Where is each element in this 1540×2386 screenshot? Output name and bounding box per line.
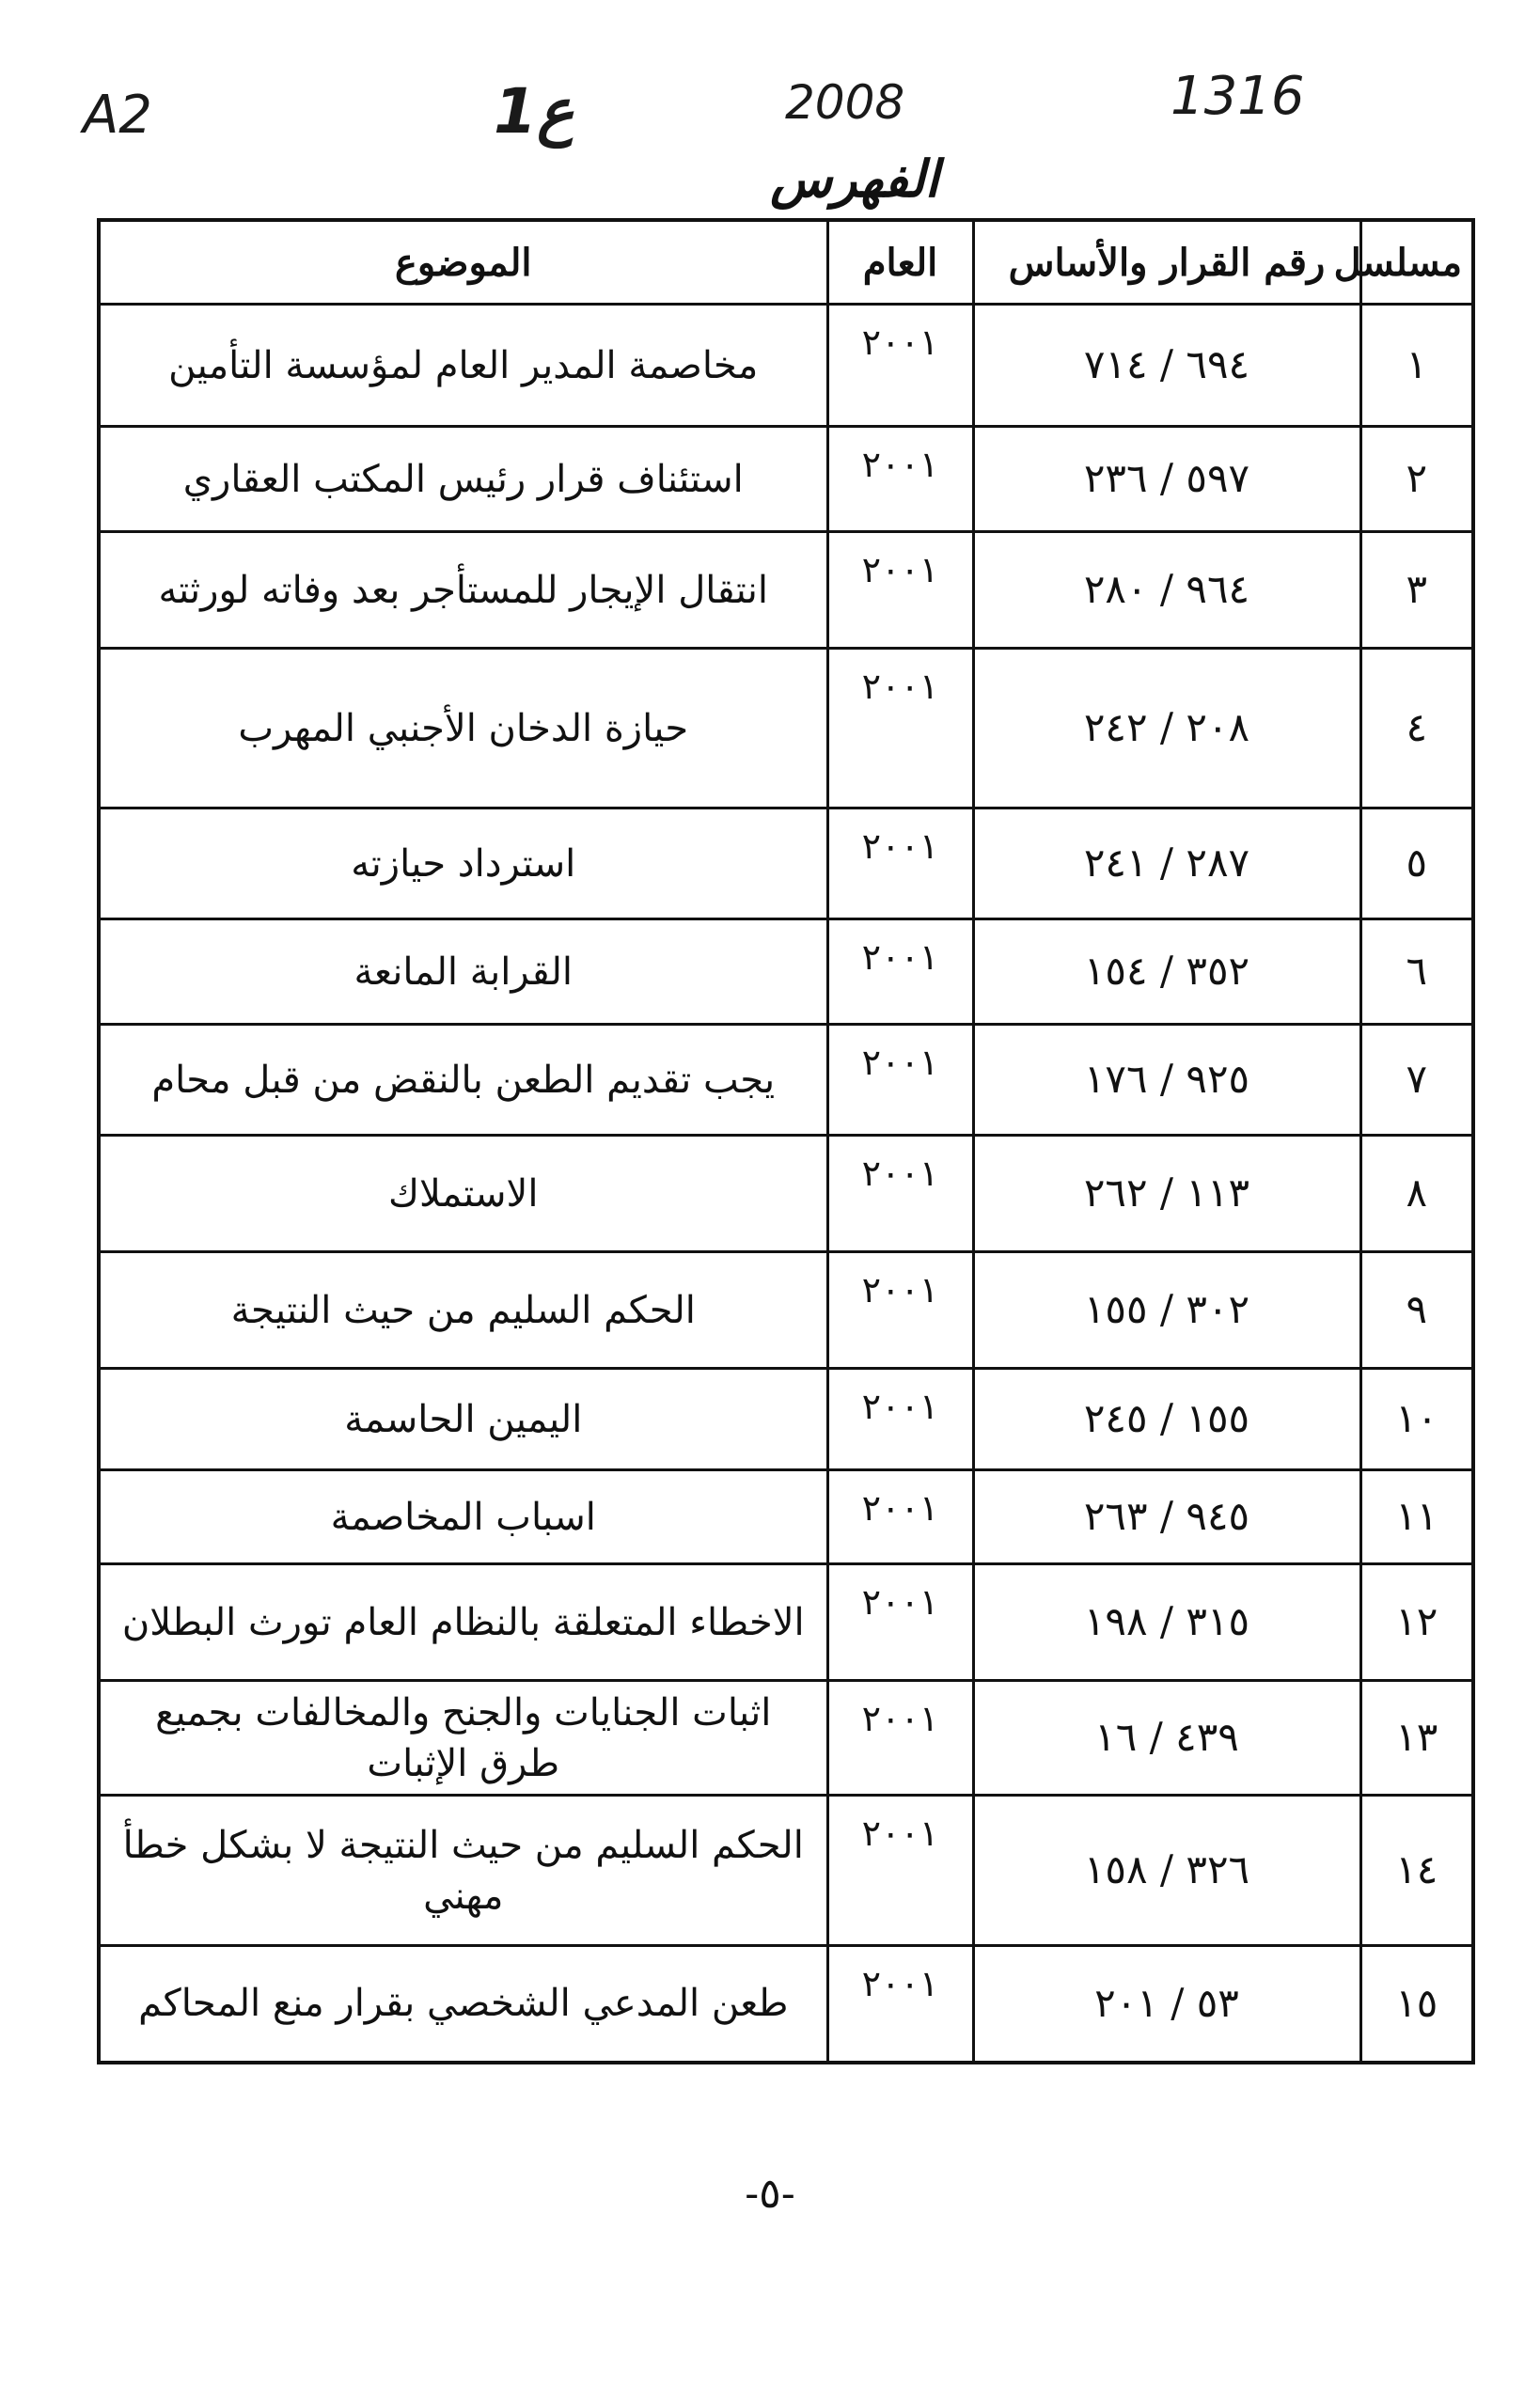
cell-serial: ١٤: [1360, 1796, 1473, 1946]
cell-year: ٢٠٠١: [827, 532, 973, 649]
handwritten-note-number: 1316: [1171, 66, 1305, 127]
header-serial: مسلسل: [1360, 220, 1473, 305]
header-subject: الموضوع: [99, 220, 827, 305]
table-row: [99, 532, 1473, 649]
table-row: [99, 427, 1473, 532]
cell-year: ٢٠٠١: [827, 919, 973, 1025]
page-title: الفهرس: [770, 149, 939, 209]
page-number: -٥-: [745, 2170, 795, 2218]
table-row: [99, 1681, 1473, 1796]
cell-serial: ٨: [1360, 1136, 1473, 1252]
cell-subject: مخاصمة المدير العام لمؤسسة التأمين: [99, 305, 827, 427]
cell-subject: يجب تقديم الطعن بالنقض من قبل محام: [99, 1025, 827, 1136]
header-year: العام: [827, 220, 973, 305]
cell-ref: ٦٩٤ / ٧١٤: [973, 305, 1360, 427]
cell-serial: ٩: [1360, 1252, 1473, 1369]
handwritten-note-volume: 1ع: [494, 75, 574, 148]
table-row: [99, 1796, 1473, 1946]
cell-subject: الاستملاك: [99, 1136, 827, 1252]
table-row: [99, 919, 1473, 1025]
cell-ref: ٩٤٥ / ٢٦٣: [973, 1470, 1360, 1564]
cell-subject: الحكم السليم من حيث النتيجة: [99, 1252, 827, 1369]
cell-serial: ١٢: [1360, 1564, 1473, 1681]
cell-ref: ٢٨٧ / ٢٤١: [973, 808, 1360, 919]
handwritten-note-a2: A2: [83, 85, 152, 146]
cell-subject: اثبات الجنايات والجنح والمخالفات بجميع طرق الإثبات: [99, 1681, 827, 1796]
header-ref: رقم القرار والأساس: [973, 220, 1360, 305]
cell-ref: ٣٢٦ / ١٥٨: [973, 1796, 1360, 1946]
table-row: [99, 1369, 1473, 1470]
cell-year: ٢٠٠١: [827, 1796, 973, 1946]
cell-subject: اليمين الحاسمة: [99, 1369, 827, 1470]
cell-serial: ١٠: [1360, 1369, 1473, 1470]
cell-serial: ٤: [1360, 649, 1473, 808]
cell-serial: ١: [1360, 305, 1473, 427]
cell-subject: اسباب المخاصمة: [99, 1470, 827, 1564]
cell-subject: طعن المدعي الشخصي بقرار منع المحاكم: [99, 1946, 827, 2063]
cell-subject: حيازة الدخان الأجنبي المهرب: [99, 649, 827, 808]
cell-serial: ١٥: [1360, 1946, 1473, 2063]
cell-serial: ٢: [1360, 427, 1473, 532]
table-header-row: [99, 220, 1473, 305]
cell-year: ٢٠٠١: [827, 1946, 973, 2063]
cell-subject: استئناف قرار رئيس المكتب العقاري: [99, 427, 827, 532]
cell-serial: ١١: [1360, 1470, 1473, 1564]
cell-ref: ١١٣ / ٢٦٢: [973, 1136, 1360, 1252]
cell-year: ٢٠٠١: [827, 427, 973, 532]
index-table: [97, 218, 1475, 2064]
table-row: [99, 1564, 1473, 1681]
cell-ref: ٩٦٤ / ٢٨٠: [973, 532, 1360, 649]
table-row: [99, 808, 1473, 919]
table-row: [99, 1946, 1473, 2063]
cell-ref: ١٥٥ / ٢٤٥: [973, 1369, 1360, 1470]
table-row: [99, 1136, 1473, 1252]
cell-serial: ٥: [1360, 808, 1473, 919]
table-row: [99, 649, 1473, 808]
cell-ref: ٥٩٧ / ٢٣٦: [973, 427, 1360, 532]
cell-year: ٢٠٠١: [827, 1564, 973, 1681]
cell-ref: ٤٣٩ / ١٦: [973, 1681, 1360, 1796]
table-row: [99, 1470, 1473, 1564]
table-row: [99, 1252, 1473, 1369]
cell-serial: ١٣: [1360, 1681, 1473, 1796]
cell-subject: استرداد حيازته: [99, 808, 827, 919]
cell-year: ٢٠٠١: [827, 649, 973, 808]
table-row: [99, 305, 1473, 427]
cell-ref: ٥٣ / ٢٠١: [973, 1946, 1360, 2063]
cell-serial: ٦: [1360, 919, 1473, 1025]
cell-year: ٢٠٠١: [827, 1681, 973, 1796]
cell-year: ٢٠٠١: [827, 1369, 973, 1470]
cell-ref: ٣١٥ / ١٩٨: [973, 1564, 1360, 1681]
cell-year: ٢٠٠١: [827, 1470, 973, 1564]
cell-serial: ٣: [1360, 532, 1473, 649]
cell-year: ٢٠٠١: [827, 808, 973, 919]
cell-year: ٢٠٠١: [827, 1025, 973, 1136]
cell-year: ٢٠٠١: [827, 305, 973, 427]
cell-subject: القرابة المانعة: [99, 919, 827, 1025]
cell-ref: ٣٥٢ / ١٥٤: [973, 919, 1360, 1025]
cell-ref: ٢٠٨ / ٢٤٢: [973, 649, 1360, 808]
handwritten-note-year: 2008: [785, 75, 905, 130]
cell-subject: الاخطاء المتعلقة بالنظام العام تورث البطلان: [99, 1564, 827, 1681]
cell-serial: ٧: [1360, 1025, 1473, 1136]
cell-year: ٢٠٠١: [827, 1252, 973, 1369]
table-row: [99, 1025, 1473, 1136]
cell-ref: ٩٢٥ / ١٧٦: [973, 1025, 1360, 1136]
cell-ref: ٣٠٢ / ١٥٥: [973, 1252, 1360, 1369]
cell-year: ٢٠٠١: [827, 1136, 973, 1252]
cell-subject: الحكم السليم من حيث النتيجة لا بشكل خطأ مهني: [99, 1796, 827, 1946]
cell-subject: انتقال الإيجار للمستأجر بعد وفاته لورثته: [99, 532, 827, 649]
